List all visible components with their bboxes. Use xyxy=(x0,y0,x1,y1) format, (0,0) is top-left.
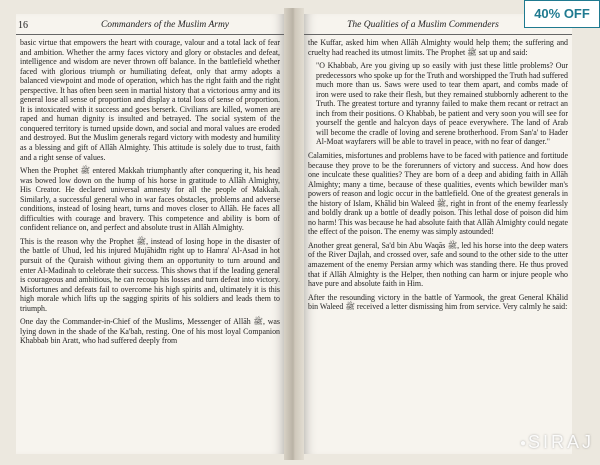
paragraph: basic virtue that empowers the heart with courage, valour and a total lack of fear and ambition. Whether the army faces victory and glory or obstacles and defeat, intelligence and wisdom are never thrown off balance. In the battlefield whether faced with glorious triumph or humiliating defeat, only that army adopts a balanced viewpoint and mode of operation, which has the right faith and the right perspective. It has often been seen in martial history that a victorious army and its general lose all sense of proportion and display a total loss of sense of proportion. It is intoxicated with it success and goes berserk. Civilians are killed, women are raped and human dignity is insulted and betrayed. The social system of the conquered territory is turned upside down, and social and moral values are eroded and destroyed. But the Muslim generals regard victory with modesty and humility as a blessing and gift of Allāh Almighty. This attitude is solely due to trust, faith and a right sense of values. xyxy=(20,38,280,162)
left-running-title: Commanders of the Muslim Army xyxy=(100,20,230,30)
paragraph: Calamities, misfortunes and problems have to be faced with patience and fortitude because they prove to be the forerunners of victory and success. And how does one inculcate these qualities? They are born of a deep and abiding faith in Allāh Almighty; many a time, because of these qualities, events which bewilder man's powers of reason and logic occur in the battlefield. One of the greatest generals in the history of Islam, Khālid bin Waleed ﷺ, right in front of the enemy fearlessly and boldly drank up a bottle of deadly poison. This lethal dose of poison did him no harm! This was because he had absolute faith that Allāh Almighty could negate the effect of the poison. The enemy was simply astounded! xyxy=(308,151,568,237)
watermark-text: SIRAJ xyxy=(527,432,594,452)
left-page-header xyxy=(16,20,284,35)
quote-paragraph: "O Khabbab, Are you giving up so easily with just these little problems? Our predecessors who spoke up for the Truth and worshipped the Truth had suffered much more than us. Saws were used to tear them apart, and combs made of iron were used to rake their flesh, but they remained stubbornly adherent to the Truth. The greatest torture and tyranny failed to make them recant or retract an inch from their positions. O Khabbab, be patient and very soon you will see for yourself the gentle and halcyon days of peace everywhere. The land of Arab will become the cradle of loving and serene brotherhood. From San'a' to Hader Al-Moat wayfarers will be able to travel in peace, with no fear of danger." xyxy=(316,61,568,147)
paragraph: After the resounding victory in the battle of Yarmook, the great General Khālid bin Waleed ﷺ received a letter dismissing him from service. Very calmly he said: xyxy=(308,292,568,312)
right-page-body xyxy=(308,38,568,316)
right-running-title: The Qualities of a Muslim Commenders xyxy=(347,20,499,30)
left-page xyxy=(16,14,284,454)
watermark-mark-icon: ● xyxy=(519,437,526,449)
paragraph: One day the Commander-in-Chief of the Muslims, Messenger of Allāh ﷺ, was lying down in the shade of the Ka'bah, resting. One of his most loyal Companion Khabbab bin Aratt, who had suffered deeply from xyxy=(20,317,280,346)
book-spine-gutter xyxy=(284,8,304,460)
paragraph: the Kuffar, asked him when Allāh Almighty would help them; the suffering and cruelty had reached its utmost limits. The Prophet ﷺ sat up and said: xyxy=(308,38,568,57)
left-page-body xyxy=(20,38,280,350)
watermark xyxy=(520,432,594,453)
right-page xyxy=(304,14,572,454)
paragraph: When the Prophet ﷺ entered Makkah triumphantly after conquering it, his head was bowed low down on the hump of his horse in gratitude to Allāh Almighty, His Creator. He declared universal amnesty for all the people of Makkah. Similarly, a successful general who in war faces obstacles, problems and adverse conditions, instead of losing heart, turns and moves closer to Allāh. He faces all difficulties with courage and bravery. This competence and ability is born of confident reliance on, and perfect and absolute trust in Allāh Almighty. xyxy=(20,166,280,233)
paragraph: This is the reason why the Prophet ﷺ, instead of losing hope in the disaster of the battle of Uhud, led his injured Mujāhidīn right up to Hamra' Al-Asad in hot pursuit of the Quraish without giving them an opportunity to turn around and enter Al-Madinah to celebrate their success. This shows that if the leading general is courageous and ambitious, he can recoup his losses and turn defeat into victory. Misfortunes and defeats fail to overcome his high spirits and, ultimately it is this high morale which lifts up the sagging spirits of his soldiers and leads them to triumph. xyxy=(20,236,280,313)
paragraph: Another great general, Sa'd bin Abu Waqās ﷺ, led his horse into the deep waters of the River Dajlah, and crossed over, safe and sound to the other side to the utter amazement of the enemy Persian army which was standing there. He thus proved that if Allāh Almighty is the Helper, then nothing can harm or injure people who have pure and absolute faith in Him. xyxy=(308,240,569,289)
left-page-number: 16 xyxy=(18,20,28,31)
discount-badge: 40% OFF xyxy=(524,0,600,28)
